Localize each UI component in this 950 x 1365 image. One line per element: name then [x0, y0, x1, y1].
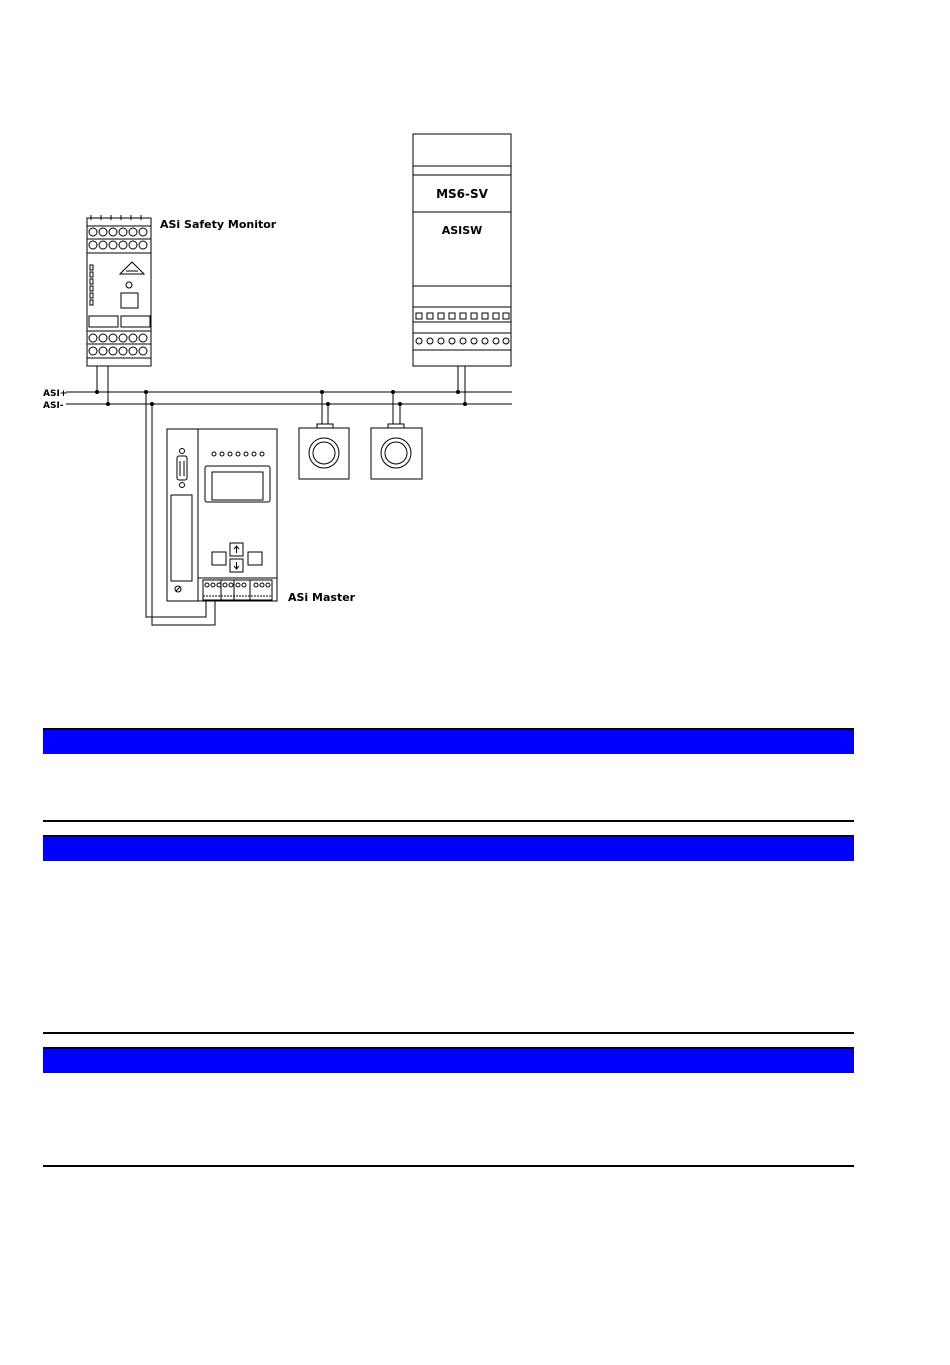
asi-minus-label: ASI-: [43, 401, 64, 411]
asi-bus: [66, 392, 512, 404]
safety-monitor-label: ASi Safety Monitor: [160, 218, 277, 231]
safety-monitor-connection: [96, 366, 110, 406]
section-divider-3: [43, 1165, 854, 1167]
asi-master-device: [167, 429, 277, 601]
asi-plus-label: ASI+: [43, 389, 68, 399]
section-header-bar-2: [43, 835, 854, 861]
asi-master-label: ASi Master: [288, 591, 356, 604]
ms6-sv-module: [413, 134, 511, 366]
safety-monitor-device: [87, 215, 151, 366]
asisw-label: ASISW: [441, 224, 483, 237]
section-header-bar-3: [43, 1047, 854, 1073]
section-header-bar-1: [43, 728, 854, 754]
ms6-sv-connection: [457, 366, 467, 406]
ms6-sv-label: MS6-SV: [436, 187, 488, 201]
section-divider-1: [43, 820, 854, 822]
section-divider-2: [43, 1032, 854, 1034]
